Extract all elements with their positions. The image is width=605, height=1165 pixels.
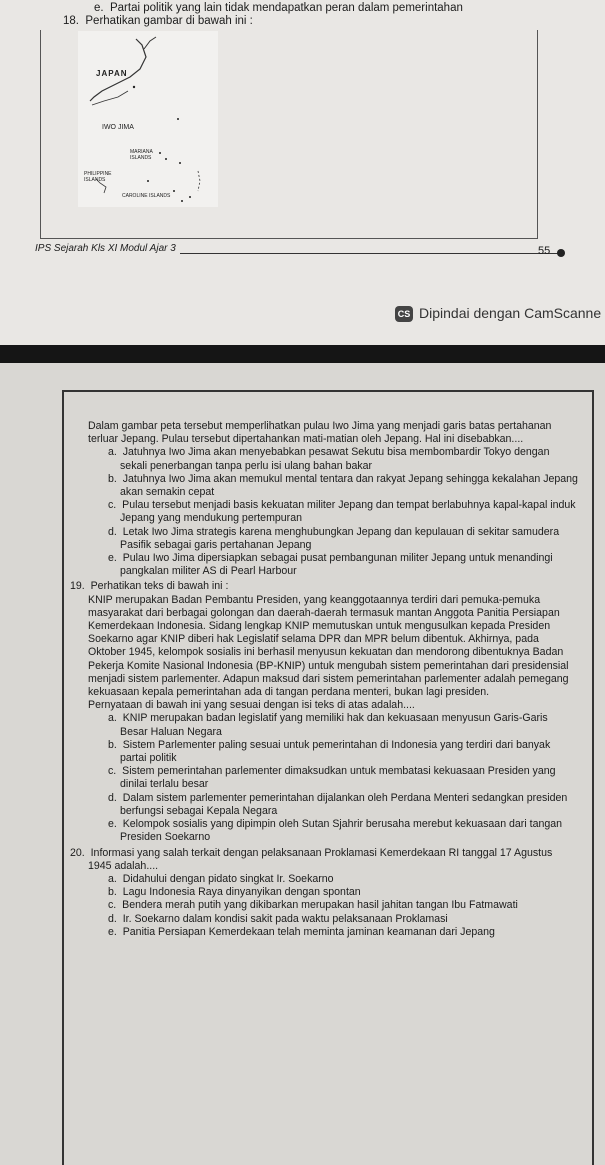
map-label-philippine: PHILIPPINE ISLANDS (84, 171, 112, 183)
map-label-caroline: CAROLINE ISLANDS (122, 193, 171, 199)
question-20-option-a: a. Didahului dengan pidato singkat Ir. Soekarno (108, 872, 334, 885)
question-content (70, 420, 578, 939)
question-20-header: 20. Informasi yang salah terkait dengan pelaksanaan Proklamasi Kemerdekaan RI tanggal 17 Agustus 1945 adalah.... (70, 846, 553, 872)
camscanner-logo-icon: CS (395, 306, 413, 322)
question-19-option-e: e. Kelompok sosialis yang dipimpin oleh Sutan Sjahrir berusaha merebut kekuasaan dari tangan Presiden Soekarno (108, 818, 563, 844)
camscanner-watermark (395, 305, 601, 322)
question-19-option-d: d. Dalam sistem parlementer pemerintahan dijalankan oleh Perdana Menteri sedangkan presiden berfungsi sebagai Kepala Negara (108, 791, 568, 817)
question-18-option-d: d. Letak Iwo Jima strategis karena menghubungkan Jepang dan kepulauan di sekitar samudera Pasifik sebagai garis pertahanan Jepang (108, 525, 560, 551)
page-footer (35, 243, 555, 263)
question-19-option-c: c. Sistem pemerintahan parlementer dimaksudkan untuk membatasi kekuasaan Presiden yang dinilai terlalu besar (108, 765, 556, 791)
footer-rule (180, 253, 560, 254)
map-label-japan: JAPAN (96, 69, 128, 78)
map-label-iwo-jima: IWO JIMA (102, 124, 134, 131)
camscanner-text: Dipindai dengan CamScanne (419, 305, 602, 321)
footer-module-title: IPS Sejarah Kls XI Modul Ajar 3 (35, 243, 176, 254)
map-label-mariana: MARIANA ISLANDS (130, 149, 153, 161)
question-18-intro: Dalam gambar peta tersebut memperlihatkan pulau Iwo Jima yang menjadi garis batas pertahanan terluar Jepang. Pulau tersebut dipertahankan mati-matian oleh Jepang. Hal ini disebabkan.... (88, 420, 552, 446)
pacific-map (78, 31, 218, 207)
scanned-page-top (0, 0, 605, 340)
question-19-option-a: a. KNIP merupakan badan legislatif yang memiliki hak dan kekuasaan menyusun Garis-Garis Besar Haluan Negara (108, 712, 548, 738)
question-20-option-b: b. Lagu Indonesia Raya dinyanyikan dengan spontan (108, 886, 361, 899)
previous-option-e: e. Partai politik yang lain tidak mendapatkan peran dalam pemerintahan (94, 2, 463, 14)
page-number: 55 (538, 245, 551, 257)
page-border-top (62, 390, 592, 392)
question-19-header: 19. Perhatikan teks di bawah ini : (70, 580, 229, 593)
question-18-header: 18. Perhatikan gambar di bawah ini : (63, 15, 253, 27)
page-gap (0, 345, 605, 363)
question-18-option-e: e. Pulau Iwo Jima dipersiapkan sebagai pusat pembangunan militer Jepang untuk menandingi pangkalan militer AS di Pearl Harbour (108, 552, 553, 578)
question-18-option-c: c. Pulau tersebut menjadi basis kekuatan militer Jepang dan tempat berlabuhnya kapal-kapal induk Jepang yang mendukung pertempuran (108, 499, 576, 525)
footer-dot (557, 249, 565, 257)
question-19-prompt: Pernyataan di bawah ini yang sesuai dengan isi teks di atas adalah.... (88, 699, 415, 712)
question-19-option-b: b. Sistem Parlementer paling sesuai untuk pemerintahan di Indonesia yang terdiri dari banyak partai politik (108, 738, 551, 765)
question-20-option-c: c. Bendera merah putih yang dikibarkan merupakan hasil jahitan tangan Ibu Fatmawati (108, 899, 518, 912)
question-18-option-b: b. Jatuhnya Iwo Jima akan memukul mental tentara dan rakyat Jepang sehingga kekalahan Jepang akan semakin cepat (108, 472, 578, 499)
question-20-option-d: d. Ir. Soekarno dalam kondisi sakit pada waktu pelaksanaan Proklamasi (108, 912, 448, 925)
question-18-option-a: a. Jatuhnya Iwo Jima akan menyebabkan pesawat Sekutu bisa membombardir Tokyo dengan sekali penerbangan tanpa perlu isi ulang bahan bakar (108, 446, 550, 472)
question-19-passage: KNIP merupakan Badan Pembantu Presiden, yang keanggotaannya terdiri dari pemuka-pemuka masyarakat dari berbagai golongan dan daerah-daerah termasuk mantan Anggota Panitia Persiapan Kemerdekaan Indonesia. Sidang lengkap KNIP memutuskan untuk mengusulkan kepada Presiden Soekarno agar KNIP diberi hak Legislatif selama DPR dan MPR belum dibentuk. Akhirnya, pada Oktober 1945, kelompok sosialis ini berhasil menyusun kekuatan dan mendorong dibentuknya Badan Pekerja Komite Nasional Indonesia (BP-KNIP) untuk mengubah sistem pemerintahan dari presidensial menjadi sistem parlementer. Adapun maksud dari sistem pemerintahan parlementer adalah pemegang kekuasaan kepala pemerintahan ada di tangan perdana menteri, bukan lagi presiden. (88, 593, 569, 699)
question-20-option-e: e. Panitia Persiapan Kemerdekaan telah meminta jaminan keamanan dari Jepang (108, 925, 495, 938)
